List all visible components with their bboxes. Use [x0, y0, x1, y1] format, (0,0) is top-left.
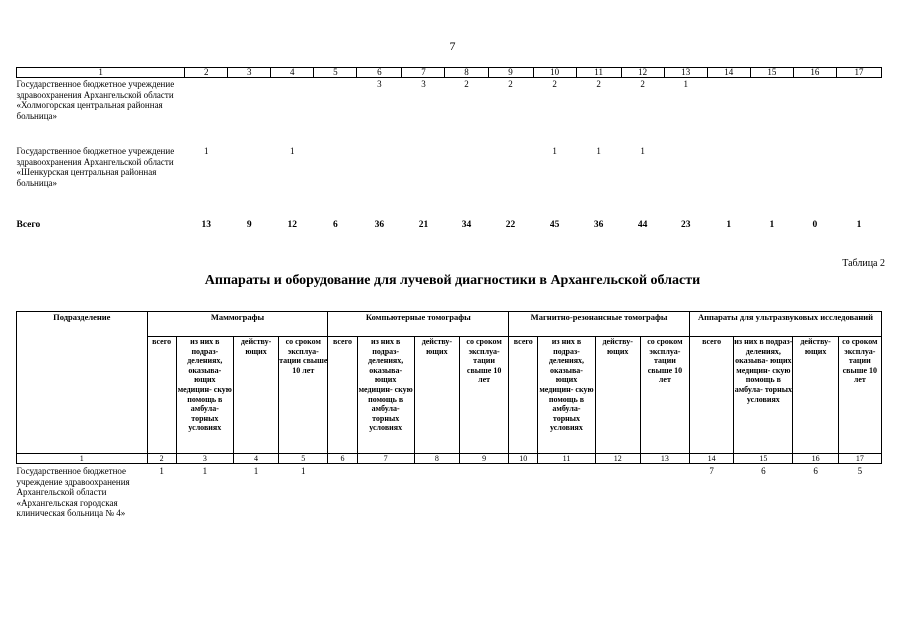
sub-header-total: всего: [509, 337, 538, 454]
cell: 2: [464, 79, 469, 89]
col-num: 3: [228, 68, 271, 78]
cell: [836, 145, 881, 220]
cell: [707, 78, 750, 146]
cell: 3: [421, 79, 426, 89]
cell: [228, 78, 271, 146]
cell: [185, 78, 228, 146]
sub-header-total: всего: [328, 337, 357, 454]
col-num: 7: [357, 454, 414, 464]
sub-header-outpatient: из них в подраз- делениях, оказыва- ющих медицин- скую помощь в амбула- торных условиях: [734, 337, 793, 454]
cell: [538, 464, 595, 519]
cell: 2: [640, 79, 645, 89]
cell: 1: [203, 146, 209, 156]
cell: [460, 464, 509, 519]
sub-header-outpatient: из них в подраз- делениях, оказыва- ющих медицин- скую помощь в амбула- торных условиях: [176, 337, 233, 454]
cell: [414, 464, 459, 519]
cell: [793, 78, 836, 146]
cell: 7: [709, 466, 714, 476]
column-number-row: [17, 454, 882, 464]
col-num: 14: [707, 68, 750, 78]
unit-header: Подразделение: [17, 312, 148, 454]
cell: [793, 145, 836, 220]
col-num: 11: [538, 454, 595, 464]
col-num: 3: [176, 454, 233, 464]
col-num: 4: [233, 454, 278, 464]
col-num: 16: [793, 68, 836, 78]
cell: 1: [301, 466, 306, 476]
table-title: Аппараты и оборудование для лучевой диагностики в Архангельской области: [204, 273, 701, 288]
col-num: 17: [836, 68, 881, 78]
cell: 1: [596, 146, 601, 156]
cell: 1: [552, 146, 557, 156]
col-num: 13: [664, 68, 707, 78]
sub-header-working: действу- ющих: [595, 337, 640, 454]
sub-header-outpatient: из них в подраз- делениях, оказыва- ющих медицин- скую помощь в амбула- торных условиях: [357, 337, 414, 454]
group-header-mri: Магнитно-резонансные томографы: [509, 312, 690, 337]
col-num: 9: [460, 454, 509, 464]
cell: 5: [857, 466, 863, 476]
cell: 6: [813, 466, 818, 476]
total-cell: 12: [287, 220, 298, 230]
cell: [750, 145, 793, 220]
total-cell: 34: [461, 220, 472, 230]
sub-header-total: всего: [147, 337, 176, 454]
total-cell: 44: [637, 220, 648, 230]
continued-equipment-table: [16, 67, 882, 231]
cell: 6: [761, 466, 766, 476]
col-num: 8: [414, 454, 459, 464]
total-cell: 36: [374, 220, 385, 230]
col-num: 5: [314, 68, 357, 78]
table-row: [17, 145, 882, 220]
col-num: 13: [640, 454, 689, 464]
group-header-mammographs: Маммографы: [147, 312, 328, 337]
total-cell: 21: [418, 220, 429, 230]
row-name: Государственное бюджетное учреждение здравоохранения Архангельской области «Архангельская городская клиническая больница № 4»: [16, 466, 130, 519]
cell: [402, 145, 445, 220]
cell: 1: [640, 146, 645, 156]
col-num: 4: [271, 68, 314, 78]
col-num: 16: [793, 454, 838, 464]
total-cell: 23: [680, 220, 691, 230]
sub-header-old: со сроком эксплуа- тации свыше 10 лет: [640, 337, 689, 454]
sub-header-working: действу- ющих: [233, 337, 278, 454]
cell: [750, 78, 793, 146]
sub-header-old: со сроком эксплуа- тации свыше 10 лет: [460, 337, 509, 454]
column-number-row: [17, 68, 882, 78]
group-header-ultrasound: Аппараты для ультразвуковых исследований: [690, 312, 882, 337]
col-num: 12: [595, 454, 640, 464]
sub-header-old: со сроком эксплуа- тации свыше 10 лет: [279, 337, 328, 454]
cell: [445, 145, 488, 220]
cell: 3: [377, 79, 382, 89]
group-header-ct: Компьютерные томографы: [328, 312, 509, 337]
col-num: 12: [621, 68, 664, 78]
cell: [640, 464, 689, 519]
col-num: 1: [17, 454, 148, 464]
col-num: 5: [279, 454, 328, 464]
col-num: 2: [185, 68, 228, 78]
total-label: Всего: [16, 220, 41, 230]
cell: [707, 145, 750, 220]
col-num: 2: [147, 454, 176, 464]
total-cell: 1: [856, 220, 862, 230]
cell: [357, 464, 414, 519]
total-cell: 6: [332, 220, 338, 230]
sub-header-outpatient: из них в подраз- делениях, оказыва- ющих медицин- скую помощь в амбула- торных условиях: [538, 337, 595, 454]
col-num: 9: [488, 68, 533, 78]
group-header-row: [17, 312, 882, 337]
cell: [228, 145, 271, 220]
sub-header-row: [17, 337, 882, 454]
row-name: Государственное бюджетное учреждение здравоохранения Архангельской области «Холмогорская центральная районная больница»: [16, 79, 175, 121]
cell: [836, 78, 881, 146]
sub-header-old: со сроком эксплуа- тации свыше 10 лет: [838, 337, 881, 454]
cell: 1: [202, 466, 208, 476]
col-num: 7: [402, 68, 445, 78]
cell: 2: [508, 79, 513, 89]
col-num: 17: [838, 454, 881, 464]
col-num: 1: [17, 68, 185, 78]
col-num: 11: [576, 68, 621, 78]
col-num: 10: [533, 68, 576, 78]
col-num: 8: [445, 68, 488, 78]
cell: 1: [290, 146, 295, 156]
total-cell: 36: [593, 220, 604, 230]
cell: [328, 464, 357, 519]
radiology-equipment-table: [16, 311, 882, 519]
cell: [314, 145, 357, 220]
table-label: Таблица 2: [842, 258, 885, 269]
col-num: 6: [357, 68, 402, 78]
cell: 1: [683, 79, 688, 89]
sub-header-working: действу- ющих: [793, 337, 838, 454]
cell: [664, 145, 707, 220]
col-num: 15: [734, 454, 793, 464]
sub-header-total: всего: [690, 337, 734, 454]
cell: 1: [253, 466, 259, 476]
table-row: [17, 464, 882, 519]
cell: [357, 145, 402, 220]
cell: [488, 145, 533, 220]
total-cell: 0: [812, 220, 818, 230]
total-cell: 9: [246, 220, 252, 230]
cell: 1: [159, 466, 164, 476]
cell: 2: [596, 79, 601, 89]
col-num: 14: [690, 454, 734, 464]
sub-header-working: действу- ющих: [414, 337, 459, 454]
col-num: 6: [328, 454, 357, 464]
cell: [314, 78, 357, 146]
cell: [509, 464, 538, 519]
table-row: [17, 78, 882, 146]
cell: [271, 78, 314, 146]
cell: 2: [552, 79, 557, 89]
total-row: [17, 220, 882, 231]
total-cell: 22: [505, 220, 516, 230]
total-cell: 13: [201, 220, 211, 230]
page-number: 7: [449, 39, 456, 53]
row-name: Государственное бюджетное учреждение здравоохранения Архангельской области «Шенкурская центральная районная больница»: [16, 146, 175, 188]
total-cell: 1: [769, 220, 775, 230]
cell: [595, 464, 640, 519]
total-cell: 1: [726, 220, 732, 230]
col-num: 15: [750, 68, 793, 78]
total-cell: 45: [549, 220, 560, 230]
col-num: 10: [509, 454, 538, 464]
